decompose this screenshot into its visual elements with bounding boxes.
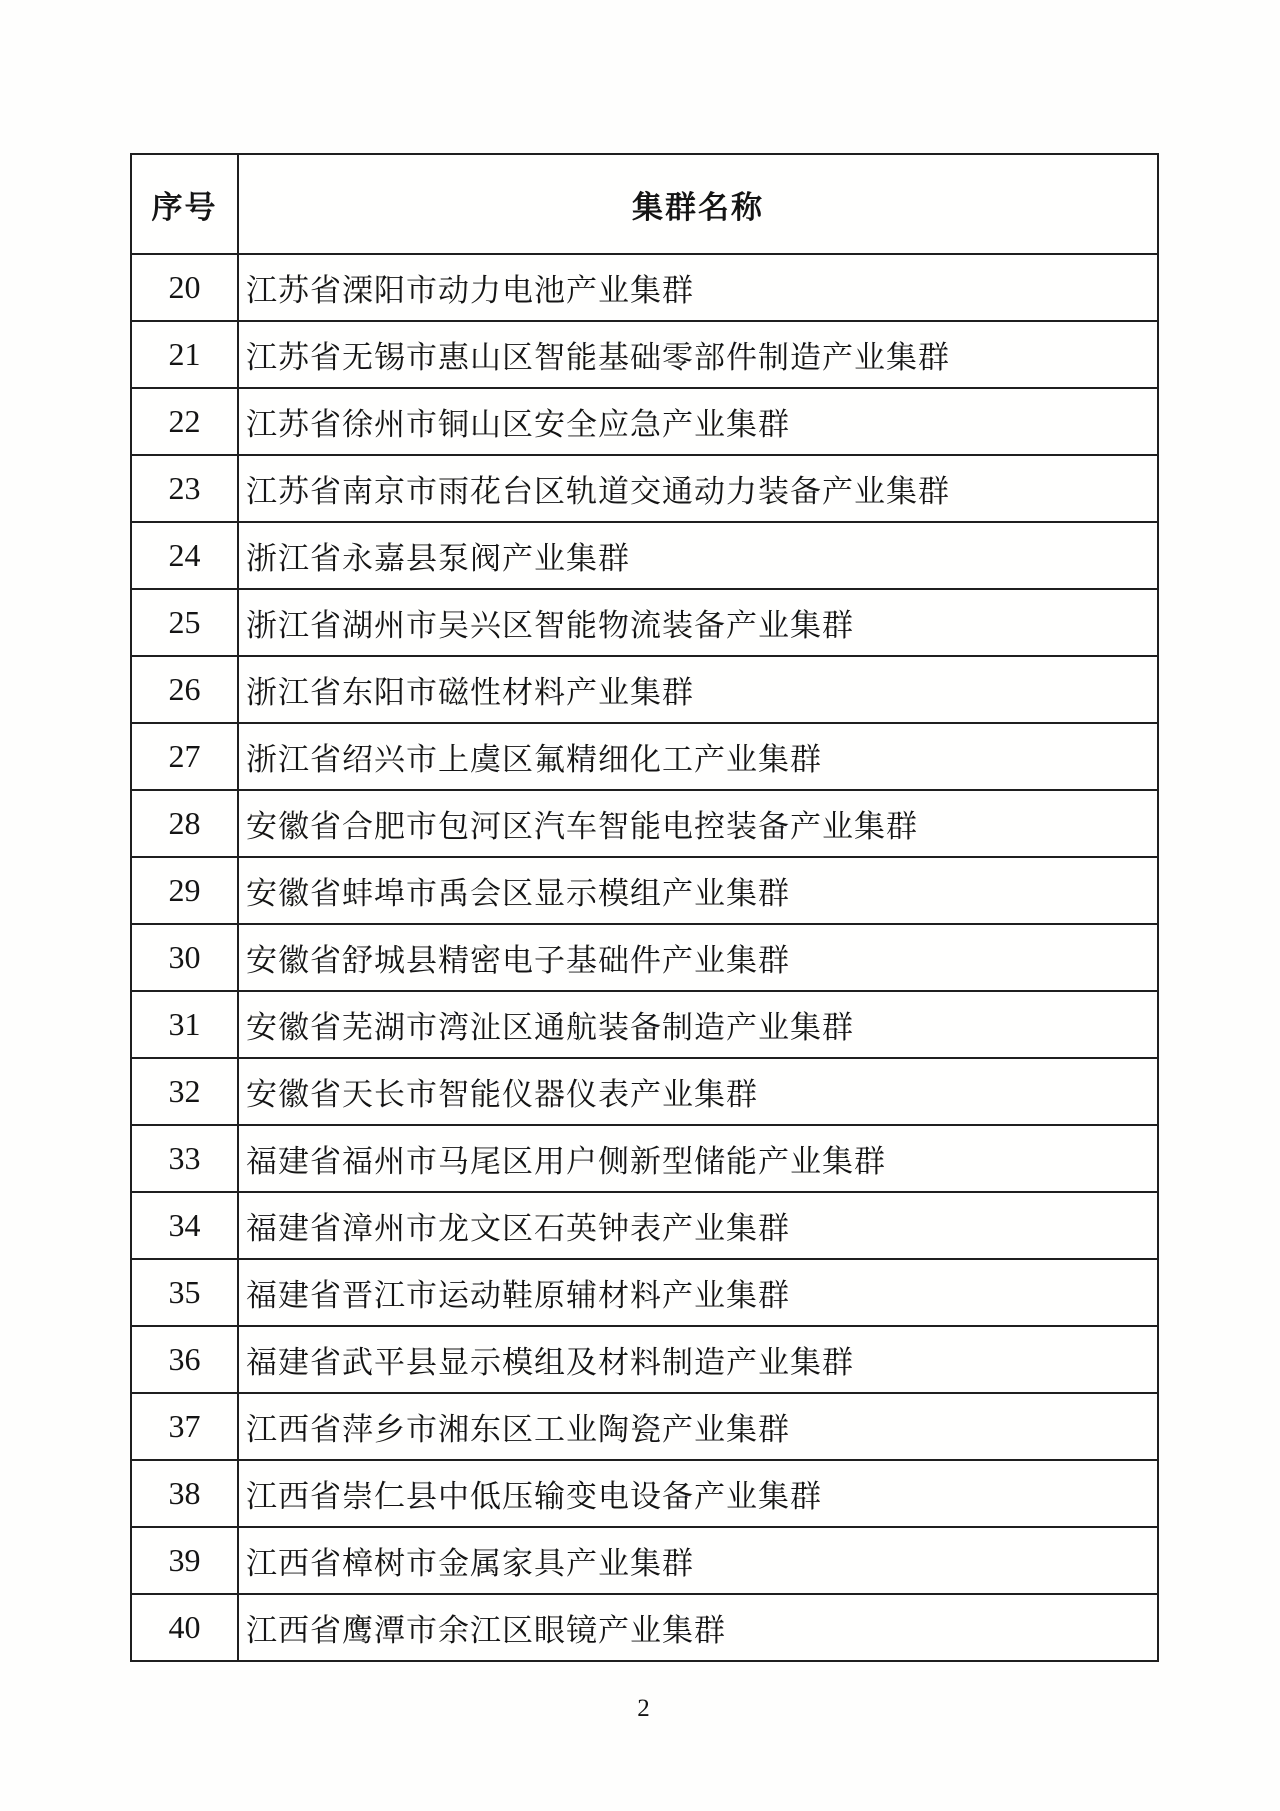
cluster-name: 福建省武平县显示模组及材料制造产业集群	[238, 1326, 1158, 1393]
row-number: 24	[131, 522, 238, 589]
cluster-name: 江西省鹰潭市余江区眼镜产业集群	[238, 1594, 1158, 1661]
cluster-name: 福建省福州市马尾区用户侧新型储能产业集群	[238, 1125, 1158, 1192]
row-number: 27	[131, 723, 238, 790]
cluster-name: 安徽省舒城县精密电子基础件产业集群	[238, 924, 1158, 991]
row-number: 34	[131, 1192, 238, 1259]
table-row	[131, 388, 1158, 455]
cluster-name: 浙江省绍兴市上虞区氟精细化工产业集群	[238, 723, 1158, 790]
row-number: 23	[131, 455, 238, 522]
row-number: 29	[131, 857, 238, 924]
table-row	[131, 1125, 1158, 1192]
table-row	[131, 1326, 1158, 1393]
cluster-name: 安徽省蚌埠市禹会区显示模组产业集群	[238, 857, 1158, 924]
cluster-name: 浙江省湖州市吴兴区智能物流装备产业集群	[238, 589, 1158, 656]
table-row	[131, 1393, 1158, 1460]
column-header-number: 序号	[131, 154, 238, 254]
cluster-name: 江苏省徐州市铜山区安全应急产业集群	[238, 388, 1158, 455]
row-number: 22	[131, 388, 238, 455]
row-number: 35	[131, 1259, 238, 1326]
row-number: 37	[131, 1393, 238, 1460]
cluster-name: 江西省樟树市金属家具产业集群	[238, 1527, 1158, 1594]
cluster-name: 江苏省无锡市惠山区智能基础零部件制造产业集群	[238, 321, 1158, 388]
row-number: 20	[131, 254, 238, 321]
cluster-name: 江西省崇仁县中低压输变电设备产业集群	[238, 1460, 1158, 1527]
cluster-table	[130, 153, 1159, 1662]
table-row	[131, 723, 1158, 790]
table-row	[131, 790, 1158, 857]
cluster-name: 安徽省天长市智能仪器仪表产业集群	[238, 1058, 1158, 1125]
row-number: 30	[131, 924, 238, 991]
cluster-name: 安徽省合肥市包河区汽车智能电控装备产业集群	[238, 790, 1158, 857]
cluster-name: 江苏省南京市雨花台区轨道交通动力装备产业集群	[238, 455, 1158, 522]
table-row	[131, 1058, 1158, 1125]
table-row	[131, 321, 1158, 388]
table-row	[131, 1259, 1158, 1326]
row-number: 31	[131, 991, 238, 1058]
table-row	[131, 656, 1158, 723]
row-number: 36	[131, 1326, 238, 1393]
table-row	[131, 1527, 1158, 1594]
column-header-cluster-name: 集群名称	[238, 154, 1158, 254]
page-number: 2	[637, 1695, 650, 1722]
cluster-name: 福建省晋江市运动鞋原辅材料产业集群	[238, 1259, 1158, 1326]
table-row	[131, 1192, 1158, 1259]
cluster-name: 福建省漳州市龙文区石英钟表产业集群	[238, 1192, 1158, 1259]
row-number: 33	[131, 1125, 238, 1192]
table-row	[131, 455, 1158, 522]
row-number: 39	[131, 1527, 238, 1594]
row-number: 28	[131, 790, 238, 857]
cluster-name: 江西省萍乡市湘东区工业陶瓷产业集群	[238, 1393, 1158, 1460]
cluster-name: 浙江省东阳市磁性材料产业集群	[238, 656, 1158, 723]
table-row	[131, 522, 1158, 589]
table-row	[131, 254, 1158, 321]
row-number: 32	[131, 1058, 238, 1125]
row-number: 25	[131, 589, 238, 656]
table-row	[131, 857, 1158, 924]
table-row	[131, 924, 1158, 991]
table-row	[131, 589, 1158, 656]
table-row	[131, 991, 1158, 1058]
cluster-name: 江苏省溧阳市动力电池产业集群	[238, 254, 1158, 321]
table-body	[131, 254, 1158, 1661]
row-number: 21	[131, 321, 238, 388]
row-number: 38	[131, 1460, 238, 1527]
row-number: 26	[131, 656, 238, 723]
table-header-row	[131, 154, 1158, 254]
table-row	[131, 1460, 1158, 1527]
table-row	[131, 1594, 1158, 1661]
cluster-name: 浙江省永嘉县泵阀产业集群	[238, 522, 1158, 589]
row-number: 40	[131, 1594, 238, 1661]
cluster-name: 安徽省芜湖市湾沚区通航装备制造产业集群	[238, 991, 1158, 1058]
